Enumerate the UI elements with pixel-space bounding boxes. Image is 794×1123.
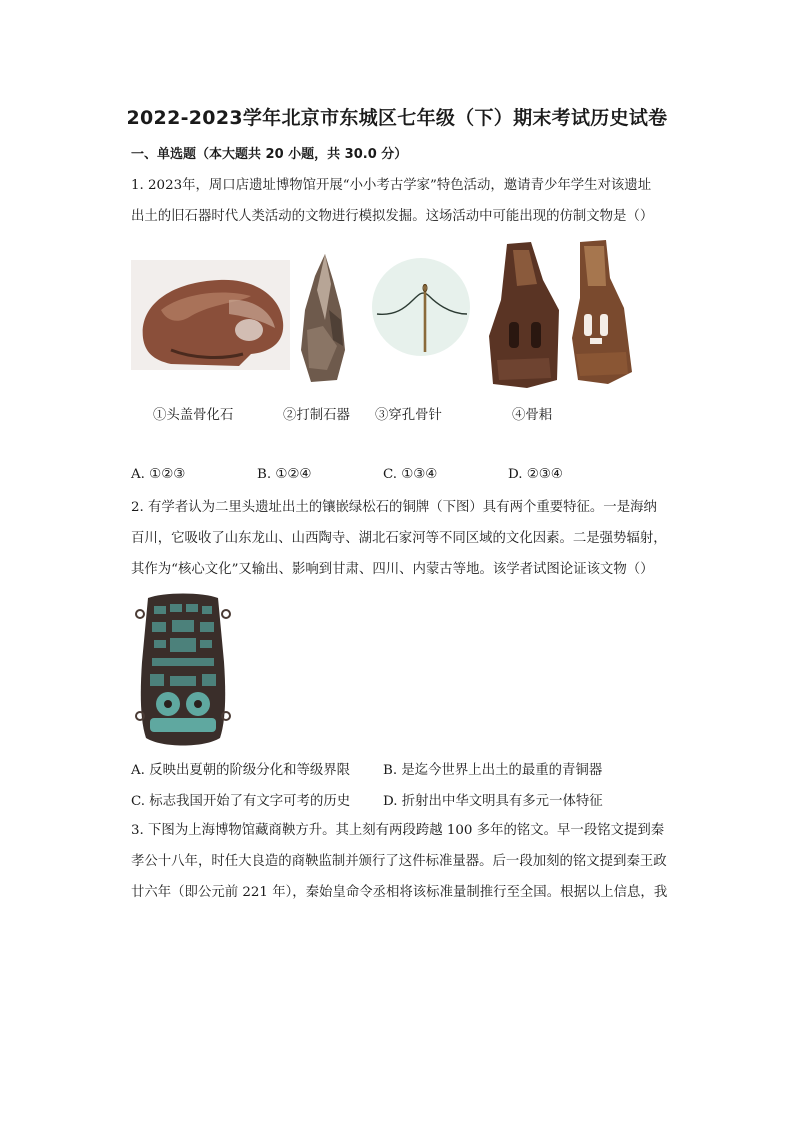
chipped-stone-tool-image bbox=[297, 250, 349, 385]
caption-stone-tool: ②打制石器 bbox=[283, 408, 350, 423]
q2-option-a: A. 反映出夏朝的阶级分化和等级界限 bbox=[131, 763, 351, 778]
q3-text-line-2: 孝公十八年，时任大良造的商鞅监制并颁行了这件标准量器。后一段加刻的铭文提到秦王政 bbox=[131, 854, 667, 869]
q2-text-line-2: 百川，它吸收了山东龙山、山西陶寺、湖北石家河等不同区域的文化因素。二是强势辐射， bbox=[131, 531, 667, 546]
caption-bone-needle: ③穿孔骨针 bbox=[375, 408, 442, 423]
q2-option-c: C. 标志我国开始了有文字可考的历史 bbox=[131, 794, 351, 809]
q3-text-line-3: 廿六年（即公元前 221 年），秦始皇命令丞相将该标准量制推行至全国。根据以上信息，我 bbox=[131, 885, 668, 900]
q1-text-line-1: 1. 2023年，周口店遗址博物馆开展“小小考古学家”特色活动，邀请青少年学生对该遗址 bbox=[131, 178, 652, 193]
section-heading: 一、单选题（本大题共 20 小题，共 30.0 分） bbox=[131, 147, 408, 162]
q3-text-line-1: 3. 下图为上海博物馆藏商鞅方升。其上刻有两段跨越 100 多年的铭文。早一段铭文提到秦 bbox=[131, 823, 665, 838]
bone-spade-right-image bbox=[566, 238, 638, 386]
bone-needle-image bbox=[371, 256, 471, 358]
caption-skull-fossil: ①头盖骨化石 bbox=[153, 408, 234, 423]
skull-fossil-image bbox=[131, 260, 290, 370]
turquoise-bronze-plaque-image bbox=[134, 592, 232, 748]
q1-option-a: A. ①②③ bbox=[131, 467, 186, 482]
q2-text-line-1: 2. 有学者认为二里头遗址出土的镶嵌绿松石的铜牌（下图）具有两个重要特征。一是海纳 bbox=[131, 500, 657, 515]
q2-option-d: D. 折射出中华文明具有多元一体特征 bbox=[383, 794, 603, 809]
q1-text-line-2: 出土的旧石器时代人类活动的文物进行模拟发掘。这场活动中可能出现的仿制文物是（） bbox=[131, 209, 654, 224]
q2-option-b: B. 是迄今世界上出土的最重的青铜器 bbox=[383, 763, 603, 778]
exam-title: 2022-2023学年北京市东城区七年级（下）期末考试历史试卷 bbox=[126, 107, 668, 129]
caption-bone-spade: ④骨耜 bbox=[512, 408, 553, 423]
q1-option-c: C. ①③④ bbox=[383, 467, 438, 482]
q2-text-line-3: 其作为“核心文化”又输出、影响到甘肃、四川、内蒙古等地。该学者试图论证该文物（） bbox=[131, 562, 654, 577]
q1-option-b: B. ①②④ bbox=[257, 467, 312, 482]
bone-spade-left-image bbox=[487, 240, 565, 390]
q1-option-d: D. ②③④ bbox=[508, 467, 563, 482]
